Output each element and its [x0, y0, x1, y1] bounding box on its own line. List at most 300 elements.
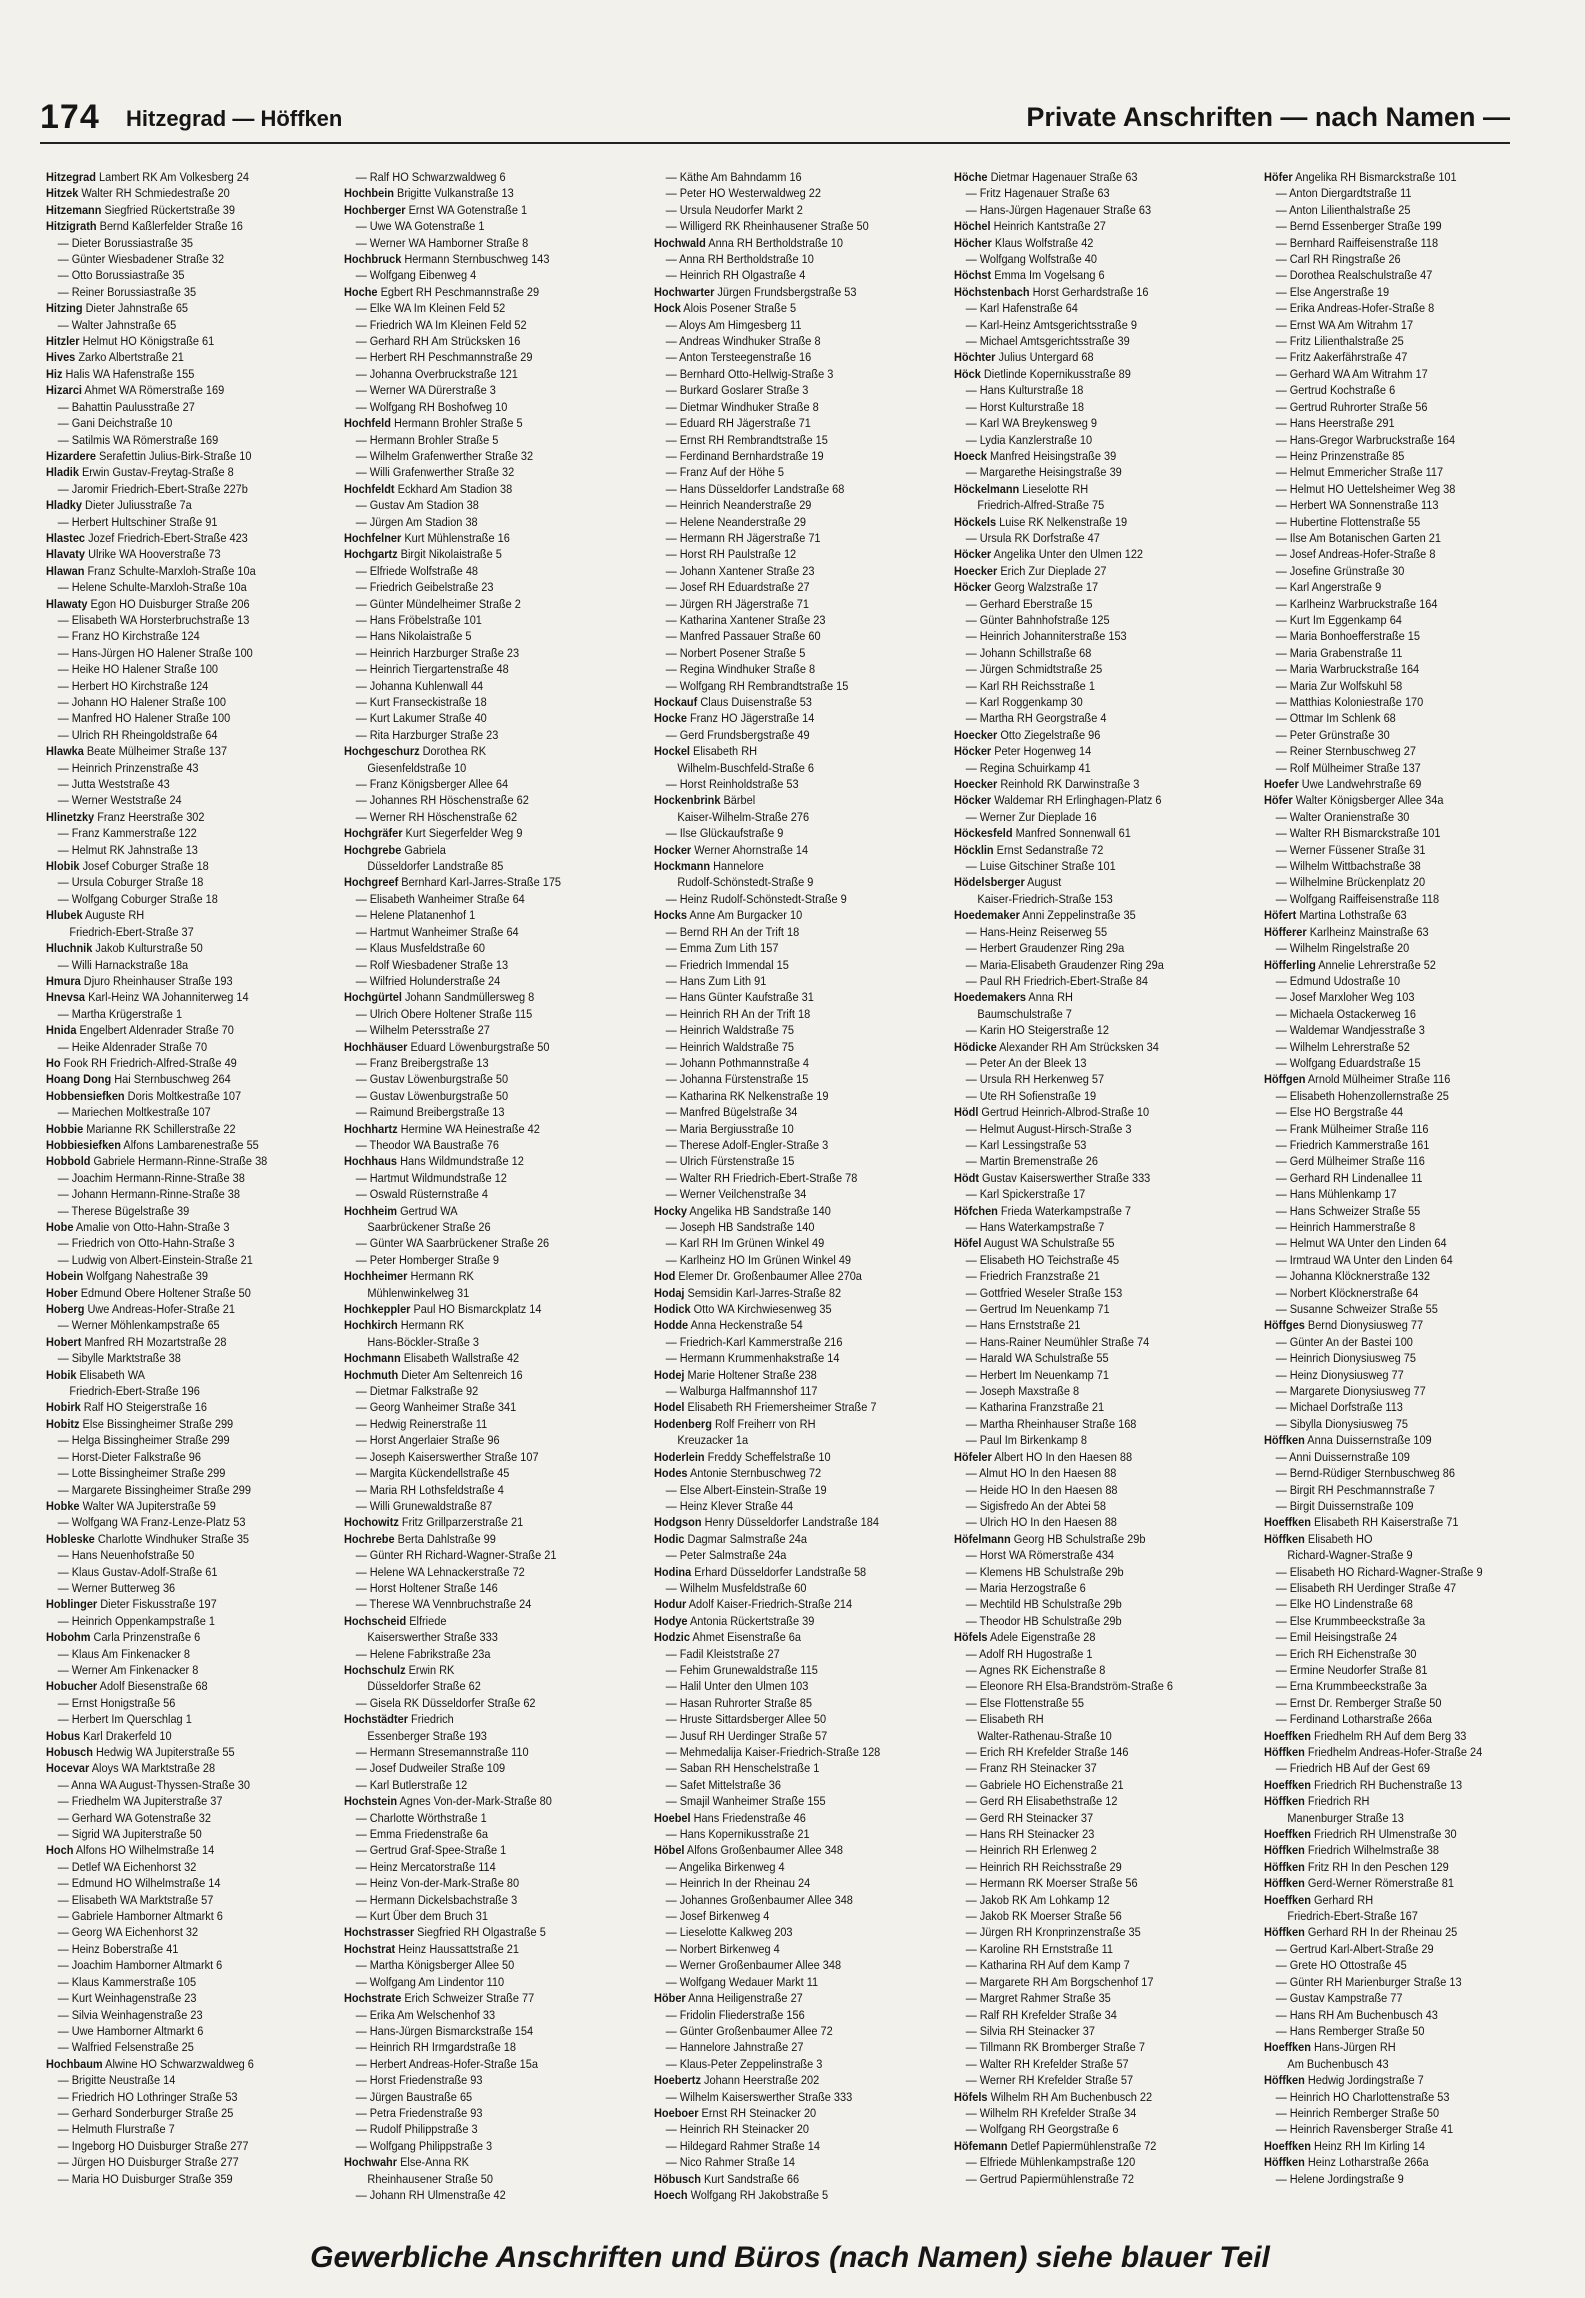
entry-details: Egbert RH Peschmannstraße 29 [377, 284, 540, 299]
directory-entry [954, 2089, 1252, 2105]
directory-entry: — Hans Remberger Straße 50 [1275, 2023, 1425, 2038]
directory-entry: — Anna WA August-Thyssen-Straße 30 [57, 1777, 250, 1792]
directory-entry: — Wilhelm Musfeldstraße 60 [665, 1580, 807, 1595]
directory-entry: — Elisabeth WA Horsterbruchstraße 13 [57, 612, 250, 627]
directory-entry [954, 792, 1252, 808]
directory-entry: — Werner RH Krefelder Straße 57 [965, 2073, 1134, 2088]
surname: Hockauf [654, 695, 698, 709]
directory-entry: — Heinz Dionysiusweg 77 [1275, 1367, 1404, 1382]
surname: Hives [46, 350, 76, 365]
directory-entry: — Günter Mündelheimer Straße 2 [355, 596, 521, 611]
entry-details: Dieter Fiskusstraße 197 [97, 1597, 217, 1612]
directory-entry [1264, 2072, 1562, 2088]
directory-entry: — Anni Duissernstraße 109 [1275, 1449, 1410, 1464]
entry-details: Gerd-Werner Römerstraße 81 [1304, 1876, 1454, 1891]
surname: Höfert [1264, 908, 1297, 923]
directory-entry [1264, 1777, 1562, 1793]
surname: Ho [46, 1055, 61, 1070]
entry-details: Kurt Sandstraße 66 [700, 2171, 800, 2186]
directory-entry: Baumschulstraße 7 [977, 1006, 1072, 1021]
directory-entry [954, 267, 1252, 283]
directory-entry: — Mariechen Moltkestraße 107 [57, 1105, 211, 1120]
entry-details: Else Bissingheimer Straße 299 [79, 1416, 234, 1431]
directory-entry: — Johanna Kuhlenwall 44 [355, 678, 484, 693]
directory-entry [46, 382, 344, 398]
directory-entry: — Birgit RH Peschmannstraße 7 [1275, 1482, 1435, 1497]
directory-entry [654, 1514, 952, 1530]
directory-entry [954, 874, 1252, 890]
entry-details: Anna RH Bertholdstraße 10 [705, 235, 843, 250]
directory-entry [654, 1301, 952, 1317]
directory-entry: — Rolf Wiesbadener Straße 13 [355, 957, 509, 972]
directory-entry: — Walter Oranienstraße 30 [1275, 809, 1410, 824]
directory-entry: — Lieselotte Kalkweg 203 [665, 1925, 793, 1940]
entry-details: Uwe Landwehrstraße 69 [1298, 777, 1422, 792]
directory-entry: — Klaus Kammerstraße 105 [57, 1974, 197, 1989]
entry-details: Jozef Friedrich-Ebert-Straße 423 [85, 530, 248, 545]
directory-entry: — Helene Schulte-Marxloh-Straße 10a [57, 580, 247, 595]
directory-entry [654, 1285, 952, 1301]
surname: Hochstrat [344, 1941, 396, 1956]
directory-entry: — Elisabeth HO Richard-Wagner-Straße 9 [1275, 1564, 1483, 1579]
directory-entry [46, 1416, 344, 1432]
entry-details: Johann Heerstraße 202 [700, 2073, 820, 2088]
directory-entry: — Dietmar Windhuker Straße 8 [665, 399, 819, 414]
directory-entry [654, 710, 952, 726]
directory-entry [46, 563, 344, 579]
directory-entry: — Georg WA Eichenhorst 32 [57, 1925, 199, 1940]
surname: Hochowitz [344, 1515, 399, 1530]
directory-entry: — Katharina RH Auf dem Kamp 7 [965, 1958, 1130, 1973]
directory-entry: — Nico Rahmer Straße 14 [665, 2155, 795, 2170]
directory-entry: — Günter RH Marienburger Straße 13 [1275, 1974, 1462, 1989]
surname: Hochgartz [344, 547, 398, 562]
directory-entry: Kaiser-Wilhelm-Straße 276 [677, 809, 810, 824]
entry-details: Helmut HO Königstraße 61 [79, 334, 215, 349]
directory-entry [654, 1842, 952, 1858]
directory-entry [46, 546, 344, 562]
surname: Hock [654, 301, 681, 316]
entry-details: Friedrich [407, 1712, 454, 1727]
entry-details: Adele Eigenstraße 28 [987, 1630, 1096, 1645]
surname: Hochhartz [344, 1121, 398, 1136]
directory-entry [344, 251, 642, 267]
directory-entry: — Hans Düsseldorfer Landstraße 68 [665, 481, 845, 496]
directory-entry: — Helene Jordingstraße 9 [1275, 2171, 1404, 2186]
directory-entry: — Wilhelm RH Krefelder Straße 34 [965, 2105, 1137, 2120]
entry-details: Alfons Großenbaumer Allee 348 [684, 1843, 844, 1858]
surname: Hochstrasser [344, 1925, 415, 1940]
directory-entry: — Gertrud Kochstraße 6 [1275, 383, 1396, 398]
directory-entry: — Gerhard RH Lindenallee 11 [1275, 1170, 1423, 1185]
directory-entry: — Horst WA Römerstraße 434 [965, 1548, 1115, 1563]
directory-entry: — Klaus Musfeldstraße 60 [355, 941, 485, 956]
directory-entry: — Ralf HO Schwarzwaldweg 6 [355, 170, 506, 184]
directory-entry [46, 349, 344, 365]
directory-entry: — Hermann Dickelsbachstraße 3 [355, 1892, 518, 1907]
surname: Höfelmann [954, 1531, 1011, 1546]
surname: Höckels [954, 514, 997, 529]
directory-entry: — Hermann Stresemannstraße 110 [355, 1745, 529, 1759]
entry-details: Heinrich Kantstraße 27 [990, 219, 1106, 234]
directory-entry: — Manfred Bügelstraße 34 [665, 1105, 798, 1120]
entry-details: Bernd Dionysiusweg 77 [1304, 1318, 1424, 1333]
surname: Hoeffken [1264, 1827, 1311, 1842]
directory-entry: — Martha Krügerstraße 1 [57, 1006, 183, 1021]
directory-entry: — Günter Wiesbadener Straße 32 [57, 252, 225, 267]
directory-entry [1264, 1071, 1562, 1087]
directory-entry [954, 1104, 1252, 1120]
directory-entry: — Günter RH Richard-Wagner-Straße 21 [355, 1548, 557, 1563]
directory-entry: — Hasan Ruhrorter Straße 85 [665, 1695, 813, 1710]
directory-entry [46, 218, 344, 234]
directory-entry: — Klaus-Peter Zeppelinstraße 3 [665, 2056, 823, 2071]
directory-entry: — Günter WA Saarbrückener Straße 26 [355, 1236, 550, 1251]
entry-details: Antonie Sternbuschweg 72 [687, 1466, 822, 1481]
surname: Hochbein [344, 186, 394, 201]
directory-entry: — Heinrich Dionysiusweg 75 [1275, 1351, 1416, 1366]
directory-entry: — Klemens HB Schulstraße 29b [965, 1564, 1124, 1579]
entry-details: Werner Ahornstraße 14 [691, 842, 809, 857]
directory-entry [654, 1268, 952, 1284]
entry-details: Alwine HO Schwarzwaldweg 6 [102, 2056, 254, 2071]
entry-details: Klaus Wolfstraße 42 [991, 235, 1094, 250]
directory-entry: — Herbert RH Peschmannstraße 29 [355, 350, 533, 365]
directory-entry [654, 1203, 952, 1219]
directory-entry: — Franz Kammerstraße 122 [57, 826, 197, 841]
surname: Höfels [954, 1630, 988, 1645]
directory-entry: — Ilse Am Botanischen Garten 21 [1275, 530, 1441, 545]
directory-entry: — Else Krummbeeckstraße 3a [1275, 1613, 1426, 1628]
directory-entry [654, 1449, 952, 1465]
directory-entry [344, 1711, 642, 1727]
surname: Höcker [954, 547, 992, 562]
directory-entry: — Klaus Am Finkenacker 8 [57, 1646, 191, 1661]
directory-entry: — Joseph HB Sandstraße 140 [665, 1220, 815, 1234]
surname: Höffken [1264, 1794, 1305, 1809]
directory-entry [954, 366, 1252, 382]
directory-entry: — Friedrich HB Auf der Gest 69 [1275, 1761, 1430, 1776]
directory-entry [654, 1399, 952, 1415]
directory-entry [46, 464, 344, 480]
directory-entry: — Maria Grabenstraße 11 [1275, 645, 1403, 660]
surname: Hoche [344, 284, 378, 299]
entry-details: Wolfgang RH Jakobstraße 5 [687, 2187, 829, 2202]
directory-column-1 [46, 169, 344, 2186]
surname: Hlavaty [46, 547, 86, 562]
directory-entry: — Hans-Jürgen HO Halener Straße 100 [57, 645, 253, 660]
directory-entry [1264, 792, 1562, 808]
directory-entry: — Paul RH Friedrich-Ebert-Straße 84 [965, 973, 1148, 988]
directory-entry: — Jakob RK Moerser Straße 56 [965, 1909, 1122, 1924]
entry-details: Anna RH [1025, 990, 1073, 1005]
entry-details: Walter WA Jupiterstraße 59 [79, 1498, 216, 1513]
surname: Hoedemaker [954, 908, 1020, 923]
directory-entry: — Heinrich RH Reichsstraße 29 [965, 1859, 1122, 1874]
directory-entry: — Wilfried Holunderstraße 24 [355, 973, 501, 988]
surname: Hobert [46, 1334, 82, 1349]
directory-entry [46, 1022, 344, 1038]
directory-entry [46, 1055, 344, 1071]
entry-details: Paul HO Bismarckplatz 14 [410, 1302, 542, 1317]
directory-entry: Kaiser-Friedrich-Straße 153 [977, 891, 1113, 906]
surname: Hoeffken [1264, 1892, 1311, 1907]
directory-entry [46, 333, 344, 349]
entry-details: Ulrike WA Hooverstraße 73 [85, 547, 221, 562]
surname: Hoech [654, 2187, 688, 2202]
directory-entry [46, 1285, 344, 1301]
directory-entry [46, 1367, 344, 1383]
surname: Hobirk [46, 1400, 81, 1415]
entry-details: Wolfgang Nahestraße 39 [83, 1269, 208, 1284]
directory-entry: — Hartmut Wanheimer Straße 64 [355, 924, 519, 939]
directory-entry: — Erich RH Krefelder Straße 146 [965, 1745, 1129, 1759]
entry-details: Erhard Düsseldorfer Landstraße 58 [691, 1564, 867, 1579]
directory-entry: Giesenfeldstraße 10 [367, 760, 467, 775]
directory-entry: — Heinrich Neanderstraße 29 [665, 498, 812, 513]
directory-entry [1264, 1432, 1562, 1448]
directory-entry: — Wolfgang WA Franz-Lenze-Platz 53 [57, 1515, 246, 1530]
directory-entry: — Peter Grünstraße 30 [1275, 727, 1390, 742]
directory-entry: — Manfred Passauer Straße 60 [665, 629, 821, 644]
directory-entry: — Johann RH Ulmenstraße 42 [355, 2187, 506, 2202]
directory-entry [654, 1465, 952, 1481]
entry-details: Franz HO Jägerstraße 14 [686, 711, 815, 726]
directory-entry: — Wilhelm Kaiserswerther Straße 333 [665, 2089, 853, 2104]
entry-details: Angelika Unter den Ulmen 122 [991, 547, 1144, 562]
entry-details: Berta Dahlstraße 99 [394, 1531, 496, 1546]
entry-details: Dietmar Hagenauer Straße 63 [987, 170, 1138, 184]
directory-entry: Rudolf-Schönstedt-Straße 9 [677, 875, 814, 890]
directory-entry: Kaiserswerther Straße 333 [367, 1630, 498, 1645]
directory-entry: — Martha RH Georgstraße 4 [965, 711, 1107, 726]
entry-details: Manfred Heisingstraße 39 [986, 448, 1117, 463]
section-title: Private Anschriften — nach Namen — [1026, 102, 1510, 132]
entry-details: Georg Walzstraße 17 [991, 580, 1099, 595]
directory-entry: — Helmut WA Unter den Linden 64 [1275, 1236, 1447, 1251]
directory-entry: — Horst Reinholdstraße 53 [665, 777, 799, 792]
directory-entry: — Hans-Gregor Warbruckstraße 164 [1275, 432, 1456, 447]
directory-entry [1264, 169, 1562, 185]
entry-details: Anna Heiligenstraße 27 [685, 1991, 803, 2006]
directory-entry: — Harald WA Schulstraße 55 [965, 1351, 1109, 1366]
directory-entry: — Fritz Lilienthalstraße 25 [1275, 334, 1404, 349]
directory-entry: — Ursula Coburger Straße 18 [57, 875, 204, 890]
directory-entry [46, 448, 344, 464]
surname: Hodzic [654, 1630, 690, 1645]
entry-details: Ahmet WA Römerstraße 169 [81, 383, 225, 398]
directory-entry: — Ottmar Im Schlenk 68 [1275, 711, 1396, 726]
entry-details: Fook RH Friedrich-Alfred-Straße 49 [60, 1055, 237, 1070]
directory-entry: — Jürgen Baustraße 65 [355, 2089, 473, 2104]
directory-entry: — Gabriele HO Eichenstraße 21 [965, 1777, 1124, 1792]
directory-entry [654, 1810, 952, 1826]
directory-entry: — Bernd Essenberger Straße 199 [1275, 219, 1442, 234]
surname: Hoecker [954, 563, 998, 578]
directory-entry: — Sigrid WA Jupiterstraße 50 [57, 1827, 202, 1842]
directory-entry: — Johann Hermann-Rinne-Straße 38 [57, 1187, 240, 1202]
directory-entry [344, 1153, 642, 1169]
directory-entry: — Helmuth Flurstraße 7 [57, 2122, 175, 2137]
directory-entry: — Ernst RH Rembrandtstraße 15 [665, 432, 828, 447]
directory-entry: — Hildegard Rahmer Straße 14 [665, 2138, 820, 2153]
directory-entry: — Friedrich Franzstraße 21 [965, 1269, 1100, 1284]
directory-entry: — Helene Platanenhof 1 [355, 908, 476, 923]
directory-entry [1264, 1531, 1562, 1547]
entry-details: Ahmet Eisenstraße 6a [689, 1630, 801, 1645]
entry-details: Charlotte Windhuker Straße 35 [94, 1531, 250, 1546]
directory-entry [46, 596, 344, 612]
directory-entry: — Maria HO Duisburger Straße 359 [57, 2171, 233, 2186]
directory-entry: — Martha Königsberger Allee 50 [355, 1958, 515, 1973]
entry-details: Johann Sandmüllersweg 8 [401, 990, 535, 1005]
surname: Hochgräfer [344, 826, 403, 841]
surname: Hoberg [46, 1302, 85, 1317]
directory-entry: — Wolfgang Coburger Straße 18 [57, 891, 218, 906]
directory-entry: — Birgit Duissernstraße 109 [1275, 1498, 1414, 1513]
directory-entry: — Hermann RK Moerser Straße 56 [965, 1876, 1138, 1891]
directory-entry: — Jürgen RH Kronprinzenstraße 35 [965, 1925, 1141, 1940]
directory-entry: — Gisela RK Düsseldorfer Straße 62 [355, 1695, 536, 1710]
entry-details: Adolf Kaiser-Friedrich-Straße 214 [686, 1597, 853, 1612]
directory-entry: — Maria Bergiusstraße 10 [665, 1121, 794, 1136]
directory-entry: — Reiner Borussiastraße 35 [57, 284, 197, 299]
entry-details: Josef Coburger Straße 18 [79, 859, 209, 874]
surname: Höfferling [1264, 957, 1316, 972]
entry-details: Angelika RH Bismarckstraße 101 [1292, 170, 1457, 184]
entry-details: Elfriede [406, 1613, 447, 1628]
directory-entry: — Margarethe Heisingstraße 39 [965, 465, 1122, 480]
directory-entry: — Heinz Prinzenstraße 85 [1275, 448, 1405, 463]
directory-entry: — Fadil Kleiststraße 27 [665, 1646, 780, 1661]
directory-entry: — Werner Am Finkenacker 8 [57, 1662, 199, 1677]
surname: Höffken [1264, 1531, 1305, 1546]
directory-entry: — Willi Grafenwerther Straße 32 [355, 465, 515, 480]
directory-entry: — Friedrich HO Lothringer Straße 53 [57, 2089, 238, 2104]
directory-entry: — Erich RH Eichenstraße 30 [1275, 1646, 1417, 1661]
entry-details: Elisabeth WA [76, 1367, 145, 1382]
entry-details: Heinz RH Im Kirling 14 [1310, 2138, 1425, 2153]
directory-entry [344, 874, 642, 890]
directory-entry: — Gustav Löwenburgstraße 50 [355, 1088, 509, 1103]
directory-entry [654, 284, 952, 300]
directory-entry: — Werner Weststraße 24 [57, 793, 182, 808]
entry-details: Anna Heckenstraße 54 [688, 1318, 803, 1333]
directory-entry [1264, 1892, 1562, 1908]
surname: Höfemann [954, 2138, 1008, 2153]
directory-entry: — Martha Rheinhauser Straße 168 [965, 1416, 1137, 1431]
directory-entry: — Herbert Im Neuenkamp 71 [965, 1367, 1109, 1382]
surname: Hochhäuser [344, 1039, 408, 1054]
directory-entry: — Uwe WA Gotenstraße 1 [355, 219, 485, 234]
directory-entry [344, 1317, 642, 1333]
surname: Höcher [954, 235, 992, 250]
directory-entry: — Karl WA Breykensweg 9 [965, 416, 1097, 431]
surname: Höchst [954, 268, 992, 283]
directory-entry [46, 809, 344, 825]
entry-details: Friedhelm RH Auf dem Berg 33 [1310, 1728, 1467, 1743]
directory-entry: — Burkard Goslarer Straße 3 [665, 383, 809, 398]
surname: Höcker [954, 793, 992, 808]
directory-entry [46, 1629, 344, 1645]
directory-entry: — Theodor HB Schulstraße 29b [965, 1613, 1122, 1628]
surname: Hochwarter [654, 284, 715, 299]
directory-entry [1264, 1744, 1562, 1760]
directory-entry [954, 842, 1252, 858]
directory-entry: — Joseph Kaiserswerther Straße 107 [355, 1449, 539, 1464]
directory-entry [954, 546, 1252, 562]
directory-entry [344, 1924, 642, 1940]
directory-entry [954, 776, 1252, 792]
directory-entry: — Peter Homberger Straße 9 [355, 1252, 499, 1267]
directory-entry: — Friedrich Geibelstraße 23 [355, 580, 494, 595]
directory-entry: Friedrich-Ebert-Straße 167 [1287, 1909, 1418, 1924]
entry-details: Gustav Kaiserswerther Straße 333 [978, 1170, 1151, 1185]
entry-details: Alois Posener Straße 5 [680, 301, 797, 316]
directory-entry [46, 989, 344, 1005]
directory-entry [46, 1596, 344, 1612]
directory-entry: — Helga Bissingheimer Straße 299 [57, 1433, 230, 1448]
surname: Hobusch [46, 1745, 93, 1759]
directory-entry [1264, 2138, 1562, 2154]
directory-entry: — Heinrich Remberger Straße 50 [1275, 2105, 1440, 2120]
directory-entry: — Hans RH Am Buchenbusch 43 [1275, 2007, 1438, 2022]
directory-entry: — Margret Rahmer Straße 35 [965, 1991, 1111, 2006]
directory-entry: — Norbert Klöcknerstraße 64 [1275, 1285, 1419, 1300]
surname: Höche [954, 170, 988, 184]
directory-entry: — Franz Breibergstraße 13 [355, 1055, 489, 1070]
directory-entry: — Margarete Dionysiusweg 77 [1275, 1384, 1426, 1399]
surname: Hoeffken [1264, 1728, 1311, 1743]
directory-entry: — Silvia RH Steinacker 37 [965, 2023, 1095, 2038]
entry-details: Heinz Lotharstraße 266a [1304, 2155, 1429, 2170]
surname: Hödelsberger [954, 875, 1025, 890]
directory-entry [654, 1596, 952, 1612]
entry-details: Agnes Von-der-Mark-Straße 80 [397, 1794, 552, 1809]
directory-entry: — Hans Kulturstraße 18 [965, 383, 1084, 398]
surname: Hocker [654, 842, 692, 857]
surname: Hocke [654, 711, 687, 726]
surname: Hodina [654, 1564, 692, 1579]
entry-details: Birgit Nikolaistraße 5 [397, 547, 502, 562]
entry-details: Doris Moltkestraße 107 [124, 1088, 242, 1103]
directory-entry: — Maria Warbruckstraße 164 [1275, 662, 1420, 677]
surname: Höfels [954, 2089, 988, 2104]
directory-entry [954, 2138, 1252, 2154]
directory-entry: — Karlheinz Warbruckstraße 164 [1275, 596, 1438, 611]
surname: Hoderlein [654, 1449, 705, 1464]
surname: Höffgen [1264, 1072, 1306, 1087]
entry-details: Erwin RK [405, 1662, 455, 1677]
directory-entry: — Hans RH Steinacker 23 [965, 1827, 1095, 1842]
directory-entry: — Jürgen RH Jägerstraße 71 [665, 596, 809, 611]
directory-entry: — Angelika Birkenweg 4 [665, 1859, 785, 1874]
directory-entry: — Halil Unter den Ulmen 103 [665, 1679, 809, 1694]
directory-entry [344, 1514, 642, 1530]
directory-entry [654, 1990, 952, 2006]
directory-entry: — Heinz Klever Straße 44 [665, 1498, 794, 1513]
directory-entry: — Ernst Dr. Remberger Straße 50 [1275, 1695, 1442, 1710]
directory-entry: — Werner Butterweg 36 [57, 1580, 176, 1595]
surname: Hödt [954, 1170, 979, 1185]
directory-entry: — Hruste Sittardsberger Allee 50 [665, 1712, 827, 1727]
directory-entry: — Herbert Andreas-Hofer-Straße 15a [355, 2056, 538, 2071]
surname: Hobleske [46, 1531, 95, 1546]
directory-entry [344, 842, 642, 858]
directory-entry [954, 727, 1252, 743]
directory-entry: — Gustav Kampstraße 77 [1275, 1991, 1403, 2006]
directory-entry: — Franz HO Kirchstraße 124 [57, 629, 200, 644]
